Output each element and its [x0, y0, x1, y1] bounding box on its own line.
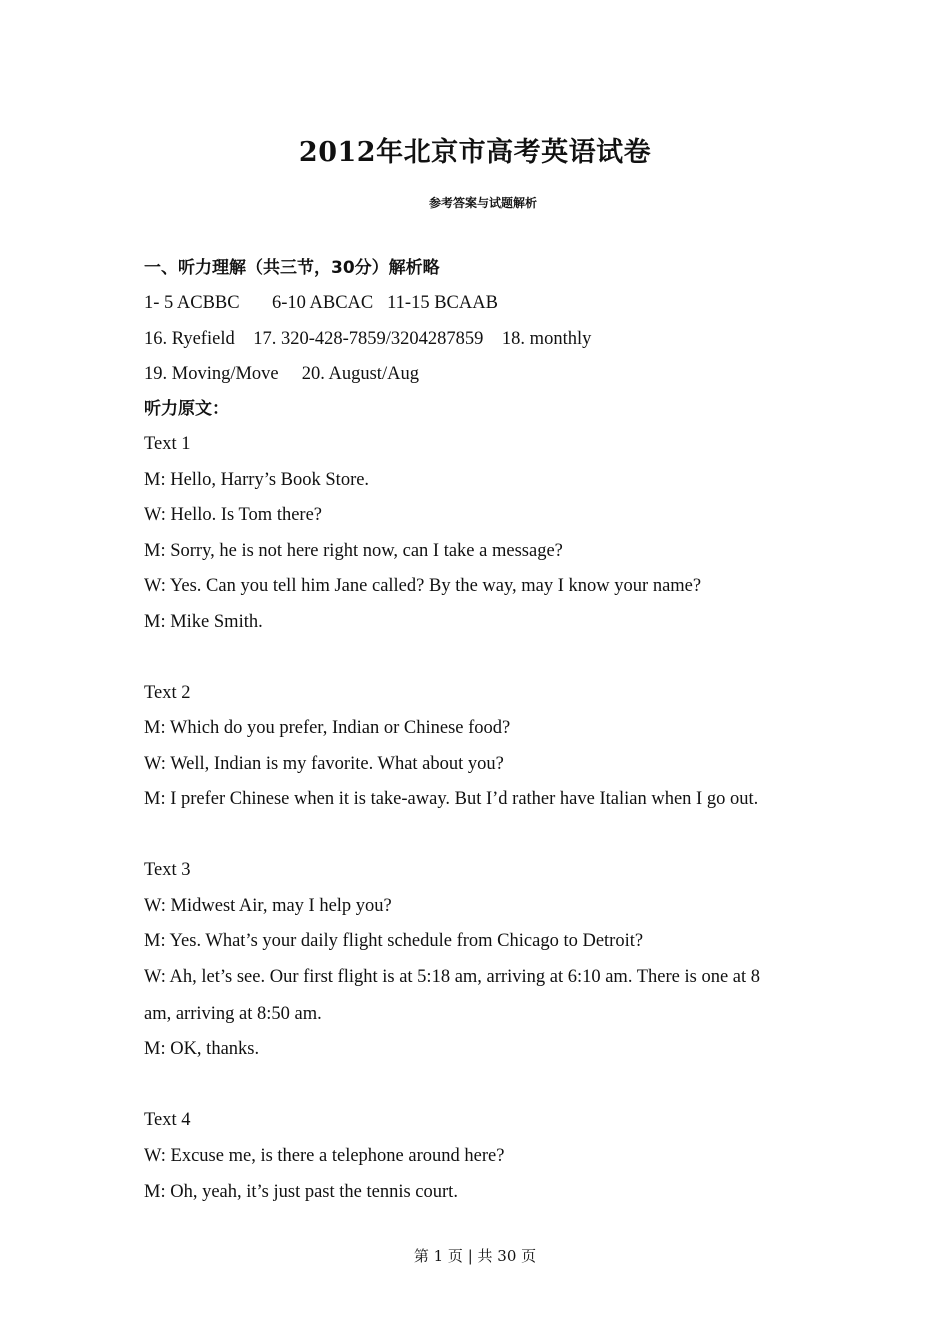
- answer-line: 1- 5 ACBBC 6-10 ABCAC 11-15 BCAAB: [144, 293, 498, 313]
- dialogue-line: M: Hello, Harry’s Book Store.: [144, 470, 370, 490]
- answer-line: 16. Ryefield 17. 320-428-7859/3204287859 18. monthly: [144, 329, 592, 349]
- text-label: Text 3: [144, 860, 191, 880]
- dialogue-line: am, arriving at 8:50 am.: [144, 1004, 322, 1024]
- dialogue-line: M: Mike Smith.: [144, 612, 263, 632]
- dialogue-line: M: I prefer Chinese when it is take-away. But I’d rather have Italian when I go out.: [144, 789, 759, 809]
- dialogue-line: W: Hello. Is Tom there?: [144, 505, 322, 525]
- dialogue-line: W: Yes. Can you tell him Jane called? By the way, may I know your name?: [144, 576, 702, 596]
- page-title: 2012年北京市高考英语试卷: [298, 137, 652, 168]
- dialogue-line: M: Yes. What’s your daily flight schedule from Chicago to Detroit?: [144, 931, 644, 951]
- dialogue-line: W: Ah, let’s see. Our first flight is at 5:18 am, arriving at 6:10 am. There is one at 8: [144, 967, 761, 987]
- dialogue-line: M: OK, thanks.: [144, 1039, 260, 1059]
- text-label: Text 1: [144, 434, 191, 454]
- page-subtitle: 参考答案与试题解析: [428, 196, 537, 210]
- dialogue-line: W: Excuse me, is there a telephone around here?: [144, 1146, 505, 1166]
- page-footer: 第 1 页 | 共 30 页: [413, 1247, 537, 1265]
- dialogue-line: W: Well, Indian is my favorite. What about you?: [144, 754, 504, 774]
- transcript-heading: 听力原文：: [144, 399, 229, 419]
- section-heading: 一、听力理解（共三节，30分）解析略: [144, 258, 440, 278]
- dialogue-line: M: Sorry, he is not here right now, can I take a message?: [144, 541, 563, 561]
- text-label: Text 4: [144, 1110, 191, 1130]
- answer-line: 19. Moving/Move 20. August/Aug: [144, 364, 419, 384]
- text-label: Text 2: [144, 683, 191, 703]
- dialogue-line: M: Which do you prefer, Indian or Chinese food?: [144, 718, 511, 738]
- dialogue-line: W: Midwest Air, may I help you?: [144, 896, 392, 916]
- dialogue-line: M: Oh, yeah, it’s just past the tennis court.: [144, 1182, 458, 1202]
